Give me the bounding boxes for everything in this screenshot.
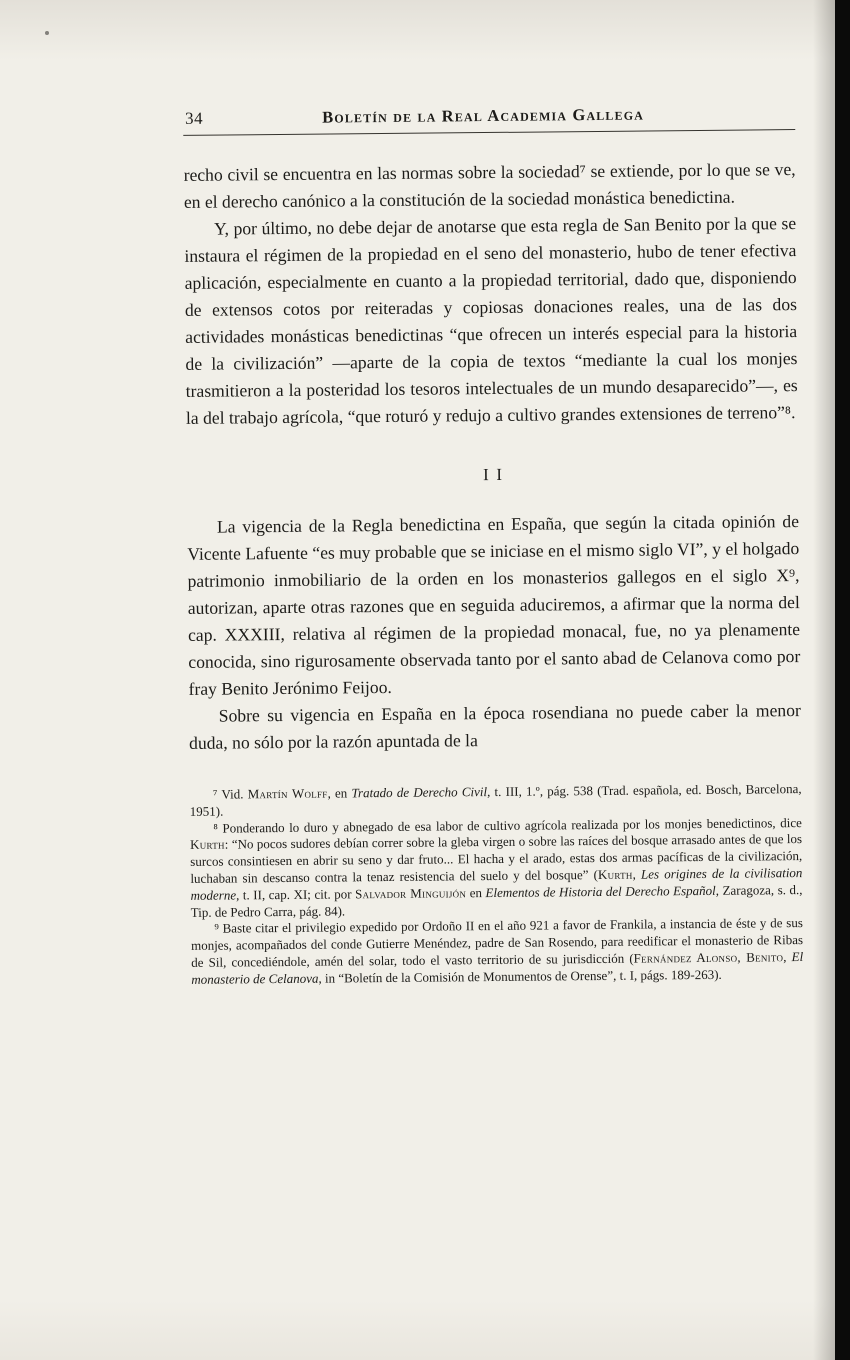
footnotes [190,781,804,988]
page-number: 34 [185,108,204,128]
paragraph: Sobre su vigencia en España en la época rosendiana no puede caber la menor duda, no sólo por la razón apuntada de la [189,700,801,753]
footnote: ⁷ Vid. Martín Wolff, en Tratado de Derecho Civil, t. III, 1.º, pág. 538 (Trad. española, ed. Bosch, Barcelona, 1951). [189,781,802,819]
body-text [184,156,802,757]
journal-title: Boletín de la Real Academia Gallega [322,104,645,127]
paragraph: recho civil se encuentra en las normas sobre la sociedad⁷ se extiende, por lo que se ve, en el derecho canónico a la constitución de la sociedad monástica benedictina. [183,159,796,212]
scan-edge-shadow [813,0,835,1360]
footnote: ⁸ Ponderando lo duro y abnegado de esa labor de cultivo agrícola realizada por los monjes benedictinos, dice Kurth: “No pocos sudores debían correr sobre la gleba virgen o sobre las raíces del bosque arrasado antes de que los surcos consintiesen en abrir su seno y dar fruto... El hacha y el arado, estas dos armas pacíficas de la civilización, luchaban sin descanso contra la tenaz resistencia del suelo y del bosque” (Kurth, Les origines de la civilisation moderne, t. II, cap. XI; cit. por Salvador Minguijón en Elementos de Historia del Derecho Español, Zaragoza, s. d., Tip. de Pedro Carra, pág. 84). [190,814,803,920]
scan-speck [45,31,49,35]
paragraph: Y, por último, no debe dejar de anotarse que esta regla de San Benito por la que se instaura el régimen de la propiedad en el seno del monasterio, hubo de tener efectiva aplicación, especialmente en cuanto a la propiedad territorial, dado que, disponiendo de extensos cotos por reiteradas y copiosas donaciones reales, una de las dos actividades monásticas benedictinas “que ofrecen un interés especial para la historia de la civilización” —aparte de la copia de textos “mediante la cual los monjes trasmitieron a la posteridad los tesoros intelectuales de un mundo desaparecido”—, es la del trabajo agrícola, “que roturó y redujo a cultivo grandes extensiones de terreno”⁸. [184,213,798,428]
footnote: ⁹ Baste citar el privilegio expedido por Ordoño II en el año 921 a favor de Frankila, a instancia de éste y de sus monjes, acompañados del conde Gutierre Menéndez, padre de San Rosendo, para reedificar el monasterio de Ribas de Sil, concediéndole, amén del solar, todo el vasto territorio de su jurisdicción (Fernández Alonso, Benito, El monasterio de Celanova, in “Boletín de la Comisión de Monumentos de Orense”, t. I, págs. 189-263). [190,915,804,987]
section-heading: II [482,464,510,485]
scanned-page [183,103,803,988]
scan-edge-bar [835,0,850,1360]
paragraph: La vigencia de la Regla benedictina en España, que según la citada opinión de Vicente Lafuente “es muy probable que se iniciase en el mismo siglo VI”, y el holgado patrimonio inmobiliario de la orden en los monasterios gallegos en el siglo X⁹, autorizan, aparte otras razones que en seguida aduciremos, a afirmar que la norma del cap. XXXIII, relativa al régimen de la propiedad monacal, fue, no ya plenamente conocida, sino rigurosamente observada tanto por el santo abad de Celanova como por fray Benito Jerónimo Feijoo. [187,511,801,699]
